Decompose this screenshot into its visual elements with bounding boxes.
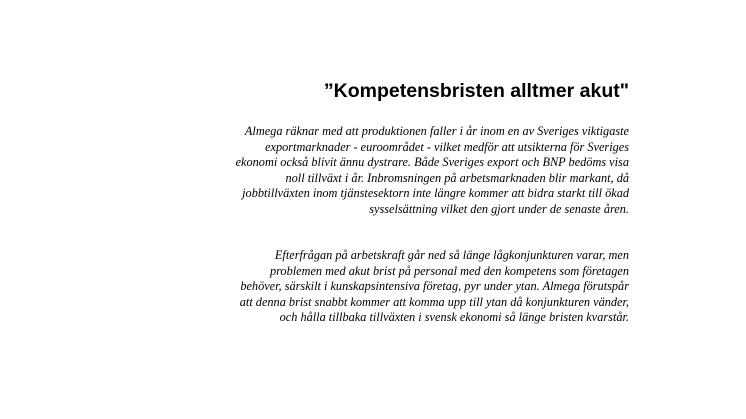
paragraph-line: sysselsättning vilket den gjort under de senaste åren. [369, 201, 629, 216]
paragraph-line: behöver, särskilt i kunskapsintensiva företag, pyr under ytan. Almega förutspår [240, 279, 629, 294]
headline: ”Kompetensbristen alltmer akut" [323, 80, 629, 102]
paragraph-line: exportmarknader - euroområdet - vilket medför att utsikterna för Sveriges [265, 139, 629, 154]
paragraph-line: Efterfrågan på arbetskraft går ned så länge lågkonjunkturen varar, men [274, 248, 629, 262]
paragraph-2 [240, 248, 629, 326]
paragraph-line: att denna brist snabbt kommer att komma upp till ytan då konjunkturen vänder, [239, 294, 629, 309]
paragraph-line: noll tillväxt i år. Inbromsningen på arbetsmarknaden blir markant, då [285, 170, 629, 185]
paragraph-line: Almega räknar med att produktionen faller i år inom en av Sveriges viktigaste [244, 124, 629, 138]
paragraph-line: och hålla tillbaka tillväxten i svensk ekonomi så länge bristen kvarstår. [279, 310, 629, 325]
paragraph-line: problemen med akut brist på personal med den kompetens som företagen [269, 263, 629, 278]
paragraph-1 [236, 124, 629, 218]
paragraph-line: jobbtillväxten inom tjänstesektorn inte längre kommer att bidra starkt till ökad [242, 186, 629, 201]
paragraph-line: ekonomi också blivit ännu dystrare. Både Sveriges export och BNP bedöms visa [235, 155, 629, 170]
